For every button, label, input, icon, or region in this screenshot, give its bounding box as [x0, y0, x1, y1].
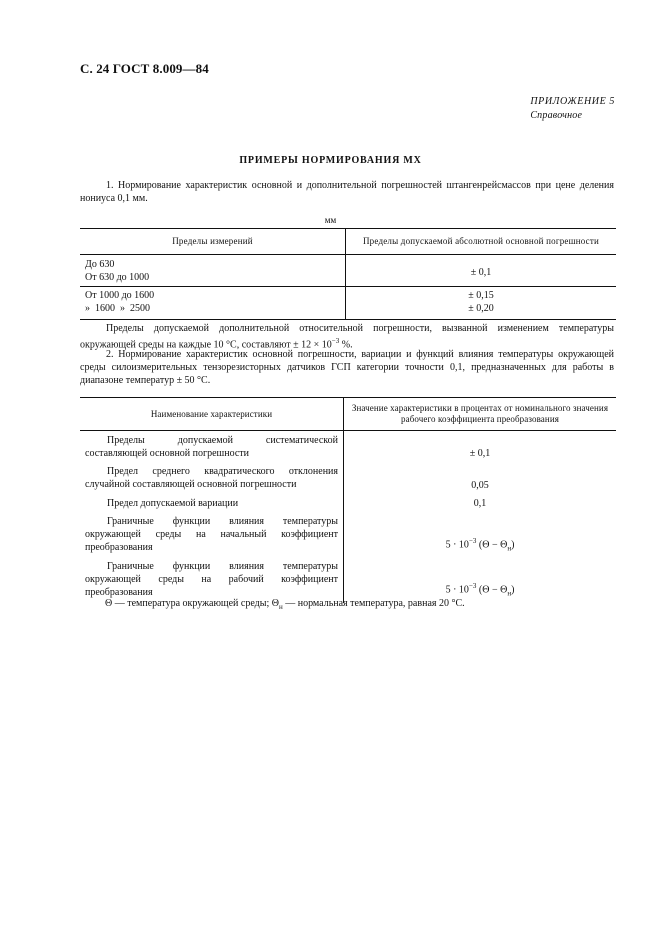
footnote-text: — нормальная температура, равная 20 °С.	[282, 598, 465, 609]
paragraph-3	[80, 348, 614, 387]
table2-cell-value: ± 0,1	[344, 431, 617, 463]
paragraph-2	[80, 322, 614, 351]
characteristic-name: Пределы допускаемой систематической составляющей основной погрешности	[85, 435, 338, 459]
table-row	[80, 494, 616, 512]
table2-cell-value	[344, 557, 617, 603]
table-row	[80, 557, 616, 603]
table-row	[80, 431, 616, 463]
value-part: (Θ − Θ	[476, 584, 508, 595]
table2-cell-value: 0,05	[344, 462, 617, 494]
error-value: ± 0,15	[468, 290, 494, 301]
paragraph-1	[80, 179, 614, 205]
appendix-label-block	[530, 95, 615, 123]
table-sensor-characteristics	[80, 397, 616, 603]
table-row	[80, 287, 616, 320]
characteristic-name: Граничные функции влияния температуры окружающей среды на рабочий коэффициент преобразования	[85, 561, 338, 598]
value-part: 5 · 10	[445, 584, 469, 595]
table2-cell-value: 0,1	[344, 494, 617, 512]
table2-cell-name	[80, 512, 344, 557]
paragraph-3-text: 2. Нормирование характеристик основной погрешности, вариации и функций влияния температуры окружающей среды силоизмерительных тензорезисторных датчиков ГСП категории точности 0,1, предназначенных для работы в диапазоне температур ± 50 °С.	[80, 349, 614, 386]
table1-cell-error: ± 0,1	[346, 255, 617, 287]
table2-cell-name	[80, 494, 344, 512]
table1-cell-error	[346, 287, 617, 320]
value-part: 5 · 10	[445, 539, 469, 550]
footnote-subscript: н	[278, 603, 283, 611]
value-exponent: −3	[468, 581, 477, 590]
table1-cell-ranges	[80, 255, 346, 287]
paragraph-2-exponent: −3	[331, 337, 340, 345]
table1-header-ranges: Пределы измерений	[80, 229, 346, 255]
table2-cell-name	[80, 462, 344, 494]
value-part: )	[511, 584, 515, 595]
range-line: » 1600 » 2500	[85, 303, 150, 314]
footnote-text: Θ — температура окружающей среды; Θ	[105, 598, 279, 609]
characteristic-name: Предел среднего квадратического отклонения случайной составляющей основной погрешности	[85, 466, 338, 490]
paragraph-1-text: 1. Нормирование характеристик основной и дополнительной погрешностей штангенрейсмассов при цене деления нониуса 0,1 мм.	[80, 180, 614, 204]
section-title: ПРИМЕРЫ НОРМИРОВАНИЯ МХ	[239, 155, 422, 166]
characteristic-name: Граничные функции влияния температуры окружающей среды на начальный коэффициент преобразования	[85, 516, 338, 553]
characteristic-name: Предел допускаемой вариации	[107, 498, 239, 509]
page-header: С. 24 ГОСТ 8.009—84	[80, 61, 209, 76]
table-row	[80, 255, 616, 287]
table1-cell-ranges	[80, 287, 346, 320]
table2-cell-name	[80, 557, 344, 603]
table2-header-name: Наименование характеристики	[80, 398, 344, 431]
value-part: (Θ − Θ	[476, 539, 508, 550]
appendix-label: ПРИЛОЖЕНИЕ 5	[530, 96, 615, 107]
value-subscript: н	[507, 544, 512, 552]
range-line: До 630	[85, 259, 115, 270]
range-line: От 1000 до 1600	[85, 290, 155, 301]
table2-cell-value	[344, 512, 617, 557]
footnote	[105, 598, 465, 611]
value-part: )	[511, 539, 515, 550]
paragraph-2-text: Пределы допускаемой дополнительной относительной погрешности, вызванной изменением температуры окружающей среды на каждые 10 °С, составляют ± 12 × 10	[80, 323, 614, 351]
value-exponent: −3	[468, 536, 477, 545]
table1-unit: мм	[324, 215, 337, 225]
table1-header-errors: Пределы допускаемой абсолютной основной погрешности	[346, 229, 617, 255]
table2-header-value: Значение характеристики в процентах от номинального значения рабочего коэффициента преобразования	[344, 398, 617, 431]
paragraph-2-tail: %.	[339, 339, 353, 351]
table-row	[80, 512, 616, 557]
table-row	[80, 462, 616, 494]
value-subscript: н	[507, 589, 512, 597]
error-value: ± 0,20	[468, 303, 494, 314]
appendix-kind: Справочное	[530, 110, 583, 121]
table-measurement-limits	[80, 228, 616, 320]
table2-cell-name	[80, 431, 344, 463]
range-line: От 630 до 1000	[85, 272, 150, 283]
